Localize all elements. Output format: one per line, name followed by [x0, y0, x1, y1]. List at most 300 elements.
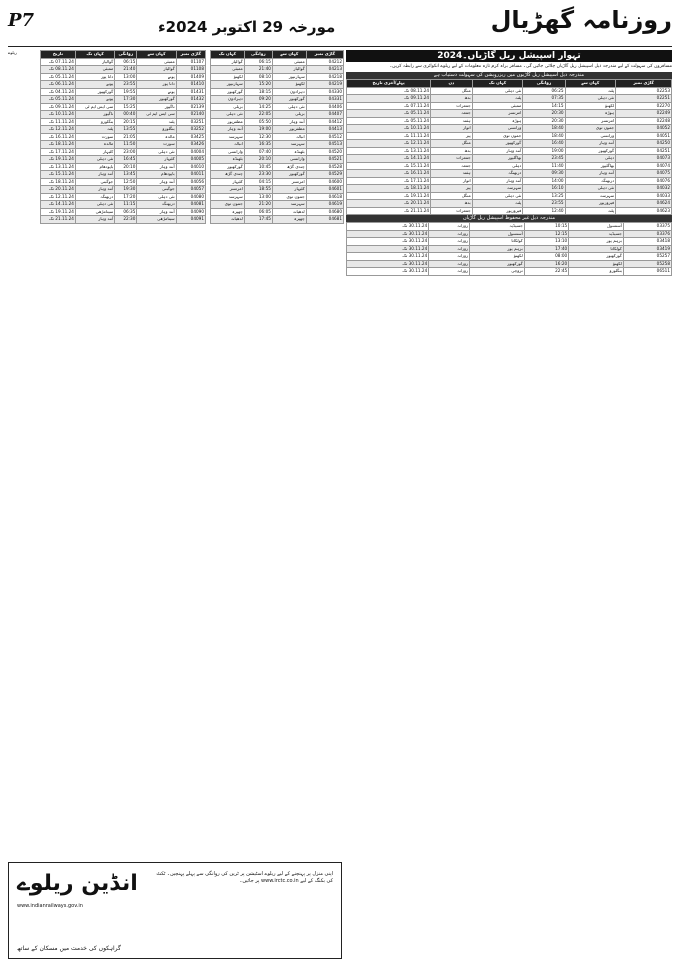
column-header: کہاں سے	[272, 51, 306, 59]
table-cell: 15.11.24 تک	[41, 171, 76, 179]
table-cell: ناگپور	[75, 111, 114, 119]
table-cell: 20:10	[115, 163, 137, 171]
table-cell: گوالیار	[137, 66, 176, 74]
table-cell: 04213	[306, 66, 343, 74]
table-cell: وارانسی	[211, 148, 245, 156]
table-cell: 18.11.24 تک	[41, 141, 76, 149]
table-cell: تروچی	[470, 268, 525, 276]
reserved-subhead: مندرجہ ذیل اسپیشل ریل گاڑیوں میں ریزرویشن کی سہولت دستیاب ہے	[346, 72, 672, 79]
table-cell: گورکھپور	[211, 163, 245, 171]
table-row	[41, 133, 206, 141]
table-cell: روزانہ	[429, 260, 470, 268]
table-cell: سہرسہ	[211, 193, 245, 201]
table-row	[41, 171, 206, 179]
table-row	[41, 216, 206, 224]
table-cell: 23:55	[115, 81, 137, 89]
table-row	[41, 58, 206, 66]
table-cell: 07:35	[523, 95, 565, 103]
table-cell: گوالیار	[75, 58, 114, 66]
table-cell: 04331	[306, 96, 343, 104]
table-cell: 02249	[616, 110, 672, 118]
table-cell: 04529	[306, 171, 343, 179]
table-cell: 16:45	[115, 156, 137, 164]
table-cell: 30.11.24 تک	[347, 253, 429, 261]
issue-date: مورخہ 29 اکتوبر 2024ء	[158, 18, 336, 36]
table-cell: روزانہ	[429, 253, 470, 261]
table-cell: آنند وہار	[472, 177, 523, 185]
table-cell: آنند وہار	[211, 126, 245, 134]
table-cell: 22:30	[115, 216, 137, 224]
table-row	[211, 111, 344, 119]
table-cell: 14:25	[244, 103, 272, 111]
table-cell: ممبئی	[137, 58, 176, 66]
table-cell: چندی گڑھ	[211, 171, 245, 179]
table-cell: 13:00	[115, 73, 137, 81]
table-cell: 20:30	[523, 110, 565, 118]
table-cell: 21.11.24 تک	[347, 207, 431, 215]
side-rail	[8, 50, 38, 858]
table-cell: امرتسر	[211, 186, 245, 194]
table-cell: 01409	[176, 73, 205, 81]
table-cell: 02253	[616, 87, 672, 95]
table-cell: پونے	[75, 81, 114, 89]
table-cell: دانا پور	[75, 73, 114, 81]
table-cell: 02270	[616, 102, 672, 110]
table-cell: 09:20	[244, 96, 272, 104]
table-cell: جمعرات	[431, 207, 473, 215]
table-cell: 13:25	[523, 192, 565, 200]
table-row	[347, 162, 672, 170]
table-cell: بدھ	[431, 200, 473, 208]
table-row	[211, 66, 344, 74]
table-cell: 23:00	[115, 148, 137, 156]
table-cell: آنند وہار	[137, 208, 176, 216]
table-cell: انبالہ	[211, 141, 245, 149]
table-row	[211, 81, 344, 89]
table-cell: 16:10	[523, 185, 565, 193]
table-header-row	[211, 51, 344, 59]
table-cell: برہم پور	[470, 245, 525, 253]
table-cell: 06:25	[523, 87, 565, 95]
table-cell: 06:15	[115, 58, 137, 66]
table-cell: دہلی	[565, 155, 616, 163]
table-cell: 04051	[616, 132, 672, 140]
table-cell: 30.11.24 تک	[347, 230, 429, 238]
table-row	[347, 268, 672, 276]
table-cell: 06:35	[115, 208, 137, 216]
table-cell: سی ایس ایم ٹی	[75, 103, 114, 111]
table-cell: 12:15	[524, 230, 568, 238]
table-cell: 23:55	[523, 200, 565, 208]
table-cell: 04680	[306, 208, 343, 216]
table-cell: پٹنہ	[472, 95, 523, 103]
table-row	[347, 147, 672, 155]
table-body	[347, 87, 672, 215]
table-cell: 12.11.24 تک	[41, 126, 76, 134]
table-cell: 13:55	[115, 126, 137, 134]
table-row	[347, 140, 672, 148]
table-row	[347, 102, 672, 110]
table-cell: لکھنؤ	[569, 260, 624, 268]
table-cell: 20:30	[523, 117, 565, 125]
table-cell: بٹھنڈہ	[211, 156, 245, 164]
table-cell: دہلی	[472, 162, 523, 170]
table-cell: کٹیہار	[211, 178, 245, 186]
table-row	[211, 193, 344, 201]
table-cell: گورکھپور	[565, 147, 616, 155]
column-header: گاڑی نمبر	[176, 51, 205, 59]
table-cell: 01410	[176, 81, 205, 89]
table-row	[211, 58, 344, 66]
table-cell: گورکھپور	[470, 260, 525, 268]
table-cell: پٹنہ	[75, 126, 114, 134]
table-cell: دانا پور	[137, 81, 176, 89]
table-cell: 19:55	[115, 88, 137, 96]
table-cell: 20:10	[244, 156, 272, 164]
table-cell: 19.11.24 تک	[41, 208, 76, 216]
table-cell: نئی دہلی	[75, 156, 114, 164]
table-cell: 16:40	[523, 140, 565, 148]
table-cell: ممبئی	[75, 66, 114, 74]
table-cell: 17.11.24 تک	[41, 148, 76, 156]
table-row	[211, 126, 344, 134]
table-cell: 11:50	[115, 141, 137, 149]
table-cell: 11:40	[523, 162, 565, 170]
masthead	[8, 6, 672, 47]
table-row	[41, 88, 206, 96]
table-body	[211, 58, 344, 223]
railway-advert	[8, 862, 342, 959]
table-cell: روزانہ	[429, 223, 470, 231]
table-cell: 10.11.24 تک	[41, 111, 76, 119]
table-cell: 03252	[176, 126, 205, 134]
table-header-row	[347, 80, 672, 88]
table-cell: 21.11.24 تک	[41, 216, 76, 224]
table-row	[211, 186, 344, 194]
table-cell: ہوڑہ	[472, 117, 523, 125]
table-cell: آنند وہار	[565, 140, 616, 148]
table-cell: 22:05	[244, 111, 272, 119]
table-cell: 04073	[616, 155, 672, 163]
table-cell: 01108	[176, 66, 205, 74]
table-cell: باپودھام	[75, 163, 114, 171]
table-cell: 04412	[306, 118, 343, 126]
table-cell: چندی گڑھ	[272, 163, 306, 171]
table-cell: 15:25	[115, 103, 137, 111]
reserved-trains-table	[346, 79, 672, 215]
table-cell: 04091	[176, 216, 205, 224]
table-cell: کٹیہار	[137, 156, 176, 164]
table-cell: 06:15	[244, 58, 272, 66]
table-cell: 04521	[306, 156, 343, 164]
table-cell: جمعہ	[431, 110, 473, 118]
table-cell: 05258	[623, 260, 671, 268]
table-row	[211, 216, 344, 224]
table-cell: لکھنؤ	[211, 73, 245, 81]
table-cell: 21:20	[244, 201, 272, 209]
table-cell: نئی دہلی	[137, 193, 176, 201]
table-cell: 05.11.24 تک	[41, 96, 76, 104]
table-cell: 04681	[306, 216, 343, 224]
table-cell: 05.11.24 تک	[347, 117, 431, 125]
table-row	[211, 163, 344, 171]
table-cell: نئی دہلی	[75, 201, 114, 209]
table-cell: 16.11.24 تک	[347, 170, 431, 178]
side-rail-label: ریلوے	[8, 50, 17, 55]
advert-tagline: گراہکوں کی خدمت میں مسکان کے ساتھ	[17, 945, 121, 952]
table-cell: 06:05	[244, 208, 272, 216]
table-cell: 18:40	[523, 125, 565, 133]
table-cell: سہرسہ	[272, 141, 306, 149]
table-cell: امرتسر	[565, 117, 616, 125]
table-cell: 01432	[176, 96, 205, 104]
table-cell: ہفتہ	[431, 170, 473, 178]
table-cell: 18.11.24 تک	[41, 178, 76, 186]
table-cell: جوگبنی	[137, 186, 176, 194]
table-row	[211, 141, 344, 149]
table-cell: گورکھپور	[272, 171, 306, 179]
table-cell: 30.11.24 تک	[347, 268, 429, 276]
table-cell: 30.11.24 تک	[347, 238, 429, 246]
page-number: P7	[8, 10, 35, 31]
table-cell: 04624	[616, 200, 672, 208]
table-cell: 01431	[176, 88, 205, 96]
table-row	[347, 155, 672, 163]
column-header: روانگی	[244, 51, 272, 59]
table-cell: نئی دہلی	[211, 111, 245, 119]
column-header: دن	[431, 80, 473, 88]
table-cell: 07.11.24 تک	[347, 102, 431, 110]
table-cell: 04407	[306, 111, 343, 119]
table-cell: آسنسول	[569, 223, 624, 231]
table-cell: مظفرپور	[211, 118, 245, 126]
table-cell: پونے	[137, 73, 176, 81]
railway-url[interactable]: www.indianrailways.gov.in	[17, 903, 83, 909]
table-cell: بدھ	[431, 147, 473, 155]
table-cell: سہارنپور	[272, 73, 306, 81]
table-cell: بدھ	[431, 95, 473, 103]
table-cell: انبالہ	[272, 133, 306, 141]
table-cell: سہرسہ	[272, 201, 306, 209]
table-cell: 05:50	[244, 118, 272, 126]
table-cell: 18:40	[523, 132, 565, 140]
table-cell: 23:45	[523, 155, 565, 163]
table-cell: 17:45	[244, 216, 272, 224]
table-cell: جمعرات	[431, 102, 473, 110]
table-cell: 13.11.24 تک	[41, 163, 76, 171]
table-cell: ورانسی	[472, 125, 523, 133]
table-cell: 09:30	[523, 170, 565, 178]
table-cell: 14.11.24 تک	[347, 155, 431, 163]
table-cell: 04520	[306, 148, 343, 156]
table-cell: جموں توی	[272, 193, 306, 201]
table-cell: 08:00	[524, 253, 568, 261]
table-cell: برہم پور	[569, 238, 624, 246]
table-cell: 04619	[306, 201, 343, 209]
table-cell: 06.11.24 تک	[41, 81, 76, 89]
table-cell: سہرسہ	[472, 185, 523, 193]
table-cell: 21:05	[115, 133, 137, 141]
table-cell: امرتسر	[472, 110, 523, 118]
table-row	[347, 117, 672, 125]
table-cell: کولکاتا	[569, 245, 624, 253]
table-row	[347, 238, 672, 246]
table-cell: 10:15	[524, 223, 568, 231]
table-cell: 08.11.24 تک	[41, 66, 76, 74]
table-cell: 04075	[616, 170, 672, 178]
table-cell: 09.11.24 تک	[347, 95, 431, 103]
table-cell: 12.11.24 تک	[347, 140, 431, 148]
table-cell: آنند وہار	[137, 178, 176, 186]
table-cell: 04601	[306, 186, 343, 194]
table-row	[41, 201, 206, 209]
table-cell: 20.11.24 تک	[41, 186, 76, 194]
table-cell: 04090	[176, 208, 205, 216]
table-cell: سہرسہ	[211, 133, 245, 141]
table-cell: بنگلورو	[137, 126, 176, 134]
table-cell: 09.11.24 تک	[41, 103, 76, 111]
table-cell: 30.11.24 تک	[347, 260, 429, 268]
table-cell: 04218	[306, 73, 343, 81]
table-cell: نئی دہلی	[565, 95, 616, 103]
table-row	[347, 177, 672, 185]
table-cell: 04330	[306, 88, 343, 96]
table-row	[211, 88, 344, 96]
column-header: کہاں تک	[472, 80, 523, 88]
table-cell: 04080	[176, 193, 205, 201]
table-cell: آنند وہار	[137, 163, 176, 171]
table-cell: پیر	[431, 185, 473, 193]
table-cell: بنگلورو	[569, 268, 624, 276]
table-cell: باپودھام	[137, 171, 176, 179]
column-header: روانگی	[523, 80, 565, 88]
table-row	[347, 132, 672, 140]
table-cell: ہفتہ	[431, 117, 473, 125]
table-cell: 00:40	[115, 111, 137, 119]
table-row	[211, 118, 344, 126]
table-cell: دربھنگہ	[472, 170, 523, 178]
table-row	[211, 133, 344, 141]
table-cell: 04005	[176, 156, 205, 164]
mid-schedule-table	[210, 50, 344, 224]
table-cell: فیروزپور	[472, 207, 523, 215]
column-header: پہلے/آخری تاریخ	[347, 80, 431, 88]
table-cell: 02139	[176, 103, 205, 111]
table-cell: پونے	[75, 96, 114, 104]
table-cell: 17:40	[524, 245, 568, 253]
table-cell: 04081	[176, 201, 205, 209]
table-cell: 17:20	[115, 193, 137, 201]
table-cell: آنند وہار	[472, 147, 523, 155]
table-cell: 08:10	[244, 73, 272, 81]
table-cell: 11.11.24 تک	[41, 118, 76, 126]
table-cell: 16:35	[244, 141, 272, 149]
table-cell: سیتامڑھی	[137, 216, 176, 224]
table-cell: پٹنہ	[472, 200, 523, 208]
table-cell: گورکھپور	[211, 88, 245, 96]
table-cell: چھپرہ	[211, 208, 245, 216]
table-cell: دہرادون	[272, 88, 306, 96]
table-cell: پیر	[431, 132, 473, 140]
table-cell: بنگلورو	[75, 118, 114, 126]
table-cell: لکھنؤ	[565, 102, 616, 110]
table-row	[41, 163, 206, 171]
table-row	[41, 73, 206, 81]
table-cell: 11.11.24 تک	[347, 132, 431, 140]
table-cell: 11:15	[115, 201, 137, 209]
table-cell: نئی دہلی	[472, 192, 523, 200]
table-row	[211, 148, 344, 156]
column-header: روانگی	[115, 51, 137, 59]
column-header: گاڑی نمبر	[306, 51, 343, 59]
table-cell: 02140	[176, 111, 205, 119]
table-cell: روزانہ	[429, 268, 470, 276]
unreserved-trains-table	[346, 222, 672, 276]
table-cell: 02248	[616, 117, 672, 125]
table-row	[41, 118, 206, 126]
table-cell: لدھیانہ	[272, 208, 306, 216]
table-cell: گورکھپور	[272, 96, 306, 104]
table-cell: مالدہ	[75, 141, 114, 149]
table-cell: گورکھپور	[569, 253, 624, 261]
table-cell: ورانسی	[565, 132, 616, 140]
table-cell: 07:40	[244, 148, 272, 156]
table-cell: گوالیار	[272, 66, 306, 74]
table-cell: 20:15	[115, 118, 137, 126]
table-row	[347, 230, 672, 238]
unreserved-subhead: مندرجہ ذیل غیر محفوظ اسپیشل ریل گاڑیاں	[346, 215, 672, 222]
table-row	[211, 201, 344, 209]
table-cell: جوگبنی	[75, 178, 114, 186]
table-cell: سورت	[137, 141, 176, 149]
table-cell: 13:00	[244, 193, 272, 201]
table-cell: کٹیہار	[272, 186, 306, 194]
table-cell: 04623	[616, 207, 672, 215]
table-row	[41, 148, 206, 156]
table-cell: 05257	[623, 253, 671, 261]
table-cell: 12:40	[523, 207, 565, 215]
table-cell: 23:30	[244, 171, 272, 179]
table-row	[347, 110, 672, 118]
table-cell: 04219	[306, 81, 343, 89]
table-row	[211, 156, 344, 164]
table-cell: پٹنہ	[565, 207, 616, 215]
table-cell: 03251	[176, 118, 205, 126]
table-cell: 04076	[616, 177, 672, 185]
table-cell: 03426	[176, 141, 205, 149]
table-cell: آنند وہار	[75, 186, 114, 194]
table-cell: پٹنہ	[565, 87, 616, 95]
table-cell: 13:10	[524, 238, 568, 246]
table-cell: منگل	[431, 140, 473, 148]
table-cell: امرتسر	[272, 178, 306, 186]
table-row	[41, 208, 206, 216]
table-cell: 04251	[616, 147, 672, 155]
table-row	[347, 170, 672, 178]
table-cell: 12:50	[115, 178, 137, 186]
table-cell: 04004	[176, 148, 205, 156]
column-header: کہاں سے	[565, 80, 616, 88]
table-row	[41, 103, 206, 111]
table-cell: نئی دہلی	[565, 185, 616, 193]
table-cell: 12.11.24 تک	[41, 193, 76, 201]
table-row	[41, 81, 206, 89]
table-cell: 18.11.24 تک	[347, 185, 431, 193]
table-cell: بھاگلپور	[472, 155, 523, 163]
table-cell: 22:45	[524, 268, 568, 276]
column-header: تاریخ	[41, 51, 76, 59]
table-cell: 14:00	[523, 177, 565, 185]
